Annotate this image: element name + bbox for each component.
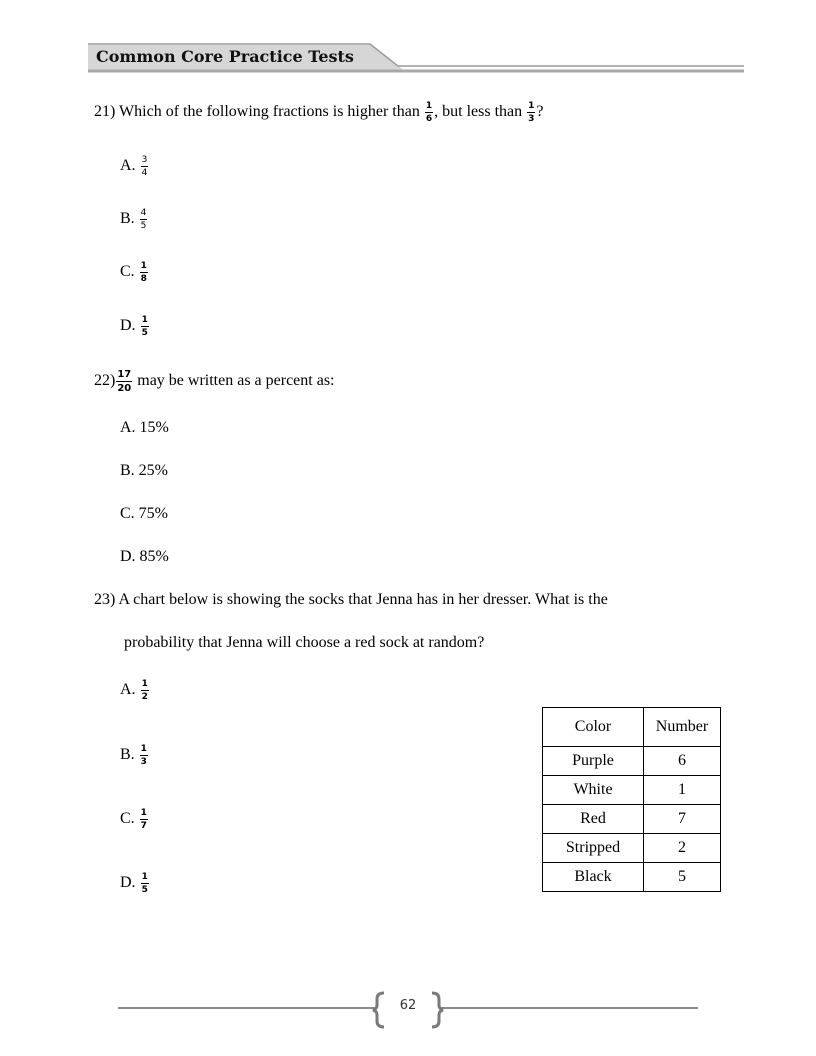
fraction-one-sixth: $\frac{1}{6}$ [425,101,433,124]
question-21-prefix: 21) Which of the following fractions is higher than [94,103,420,121]
question-23-line-1: 23) A chart below is showing the socks that Jenna has in her dresser. What is the [94,591,608,608]
q21-option-b[interactable]: B. $\frac{4}{5}$ [120,208,147,231]
table-header-number: Number [644,708,721,747]
table-cell-number: 2 [644,834,721,863]
question-21-mid: , but less than [434,103,523,121]
page-number: 62 [399,998,417,1013]
question-22-suffix: may be written as a percent as: [137,372,335,390]
table-header-color: Color [543,708,644,747]
socks-table [542,707,721,892]
question-22 [94,369,335,394]
q22-option-b[interactable]: B. 25% [120,462,168,479]
q22-option-a[interactable]: A. 15% [120,419,169,436]
q21-option-d[interactable]: D. $\frac{1}{5}$ [120,315,148,338]
question-21-suffix: ? [536,103,544,121]
table-row [543,747,721,776]
question-21 [94,101,544,124]
table-cell-number: 5 [644,863,721,892]
q23-option-d[interactable]: D. $\frac{1}{5}$ [120,872,148,895]
question-23-line-2: probability that Jenna will choose a red sock at random? [124,634,485,651]
table-cell-number: 7 [644,805,721,834]
q23-option-a[interactable]: A. $\frac{1}{2}$ [120,679,148,702]
q23-option-b[interactable]: B. $\frac{1}{3}$ [120,744,147,767]
table-cell-number: 6 [644,747,721,776]
table-row [543,776,721,805]
table-header-row [543,708,721,747]
header-title: Common Core Practice Tests [96,47,354,66]
table-cell-number: 1 [644,776,721,805]
table-cell-color: Stripped [543,834,644,863]
q23-option-c[interactable]: C. $\frac{1}{7}$ [120,808,147,831]
question-22-prefix: 22) [94,372,116,390]
fraction-one-third: $\frac{1}{3}$ [528,101,535,124]
q22-option-d[interactable]: D. 85% [120,548,169,565]
q21-option-a[interactable]: A. $\frac{3}{4}$ [120,155,148,178]
table-cell-color: Red [543,805,644,834]
footer-rule-left [118,1007,376,1009]
table-row [543,863,721,892]
table-cell-color: White [543,776,644,805]
q21-option-c[interactable]: C. $\frac{1}{8}$ [120,261,147,284]
footer-rule-right [440,1007,698,1009]
table-cell-color: Black [543,863,644,892]
header-tab [0,0,816,80]
table-row [543,834,721,863]
table-row [543,805,721,834]
fraction-seventeen-twentieths: $\frac{17}{20}$ [117,369,132,394]
q22-option-c[interactable]: C. 75% [120,505,168,522]
table-cell-color: Purple [543,747,644,776]
